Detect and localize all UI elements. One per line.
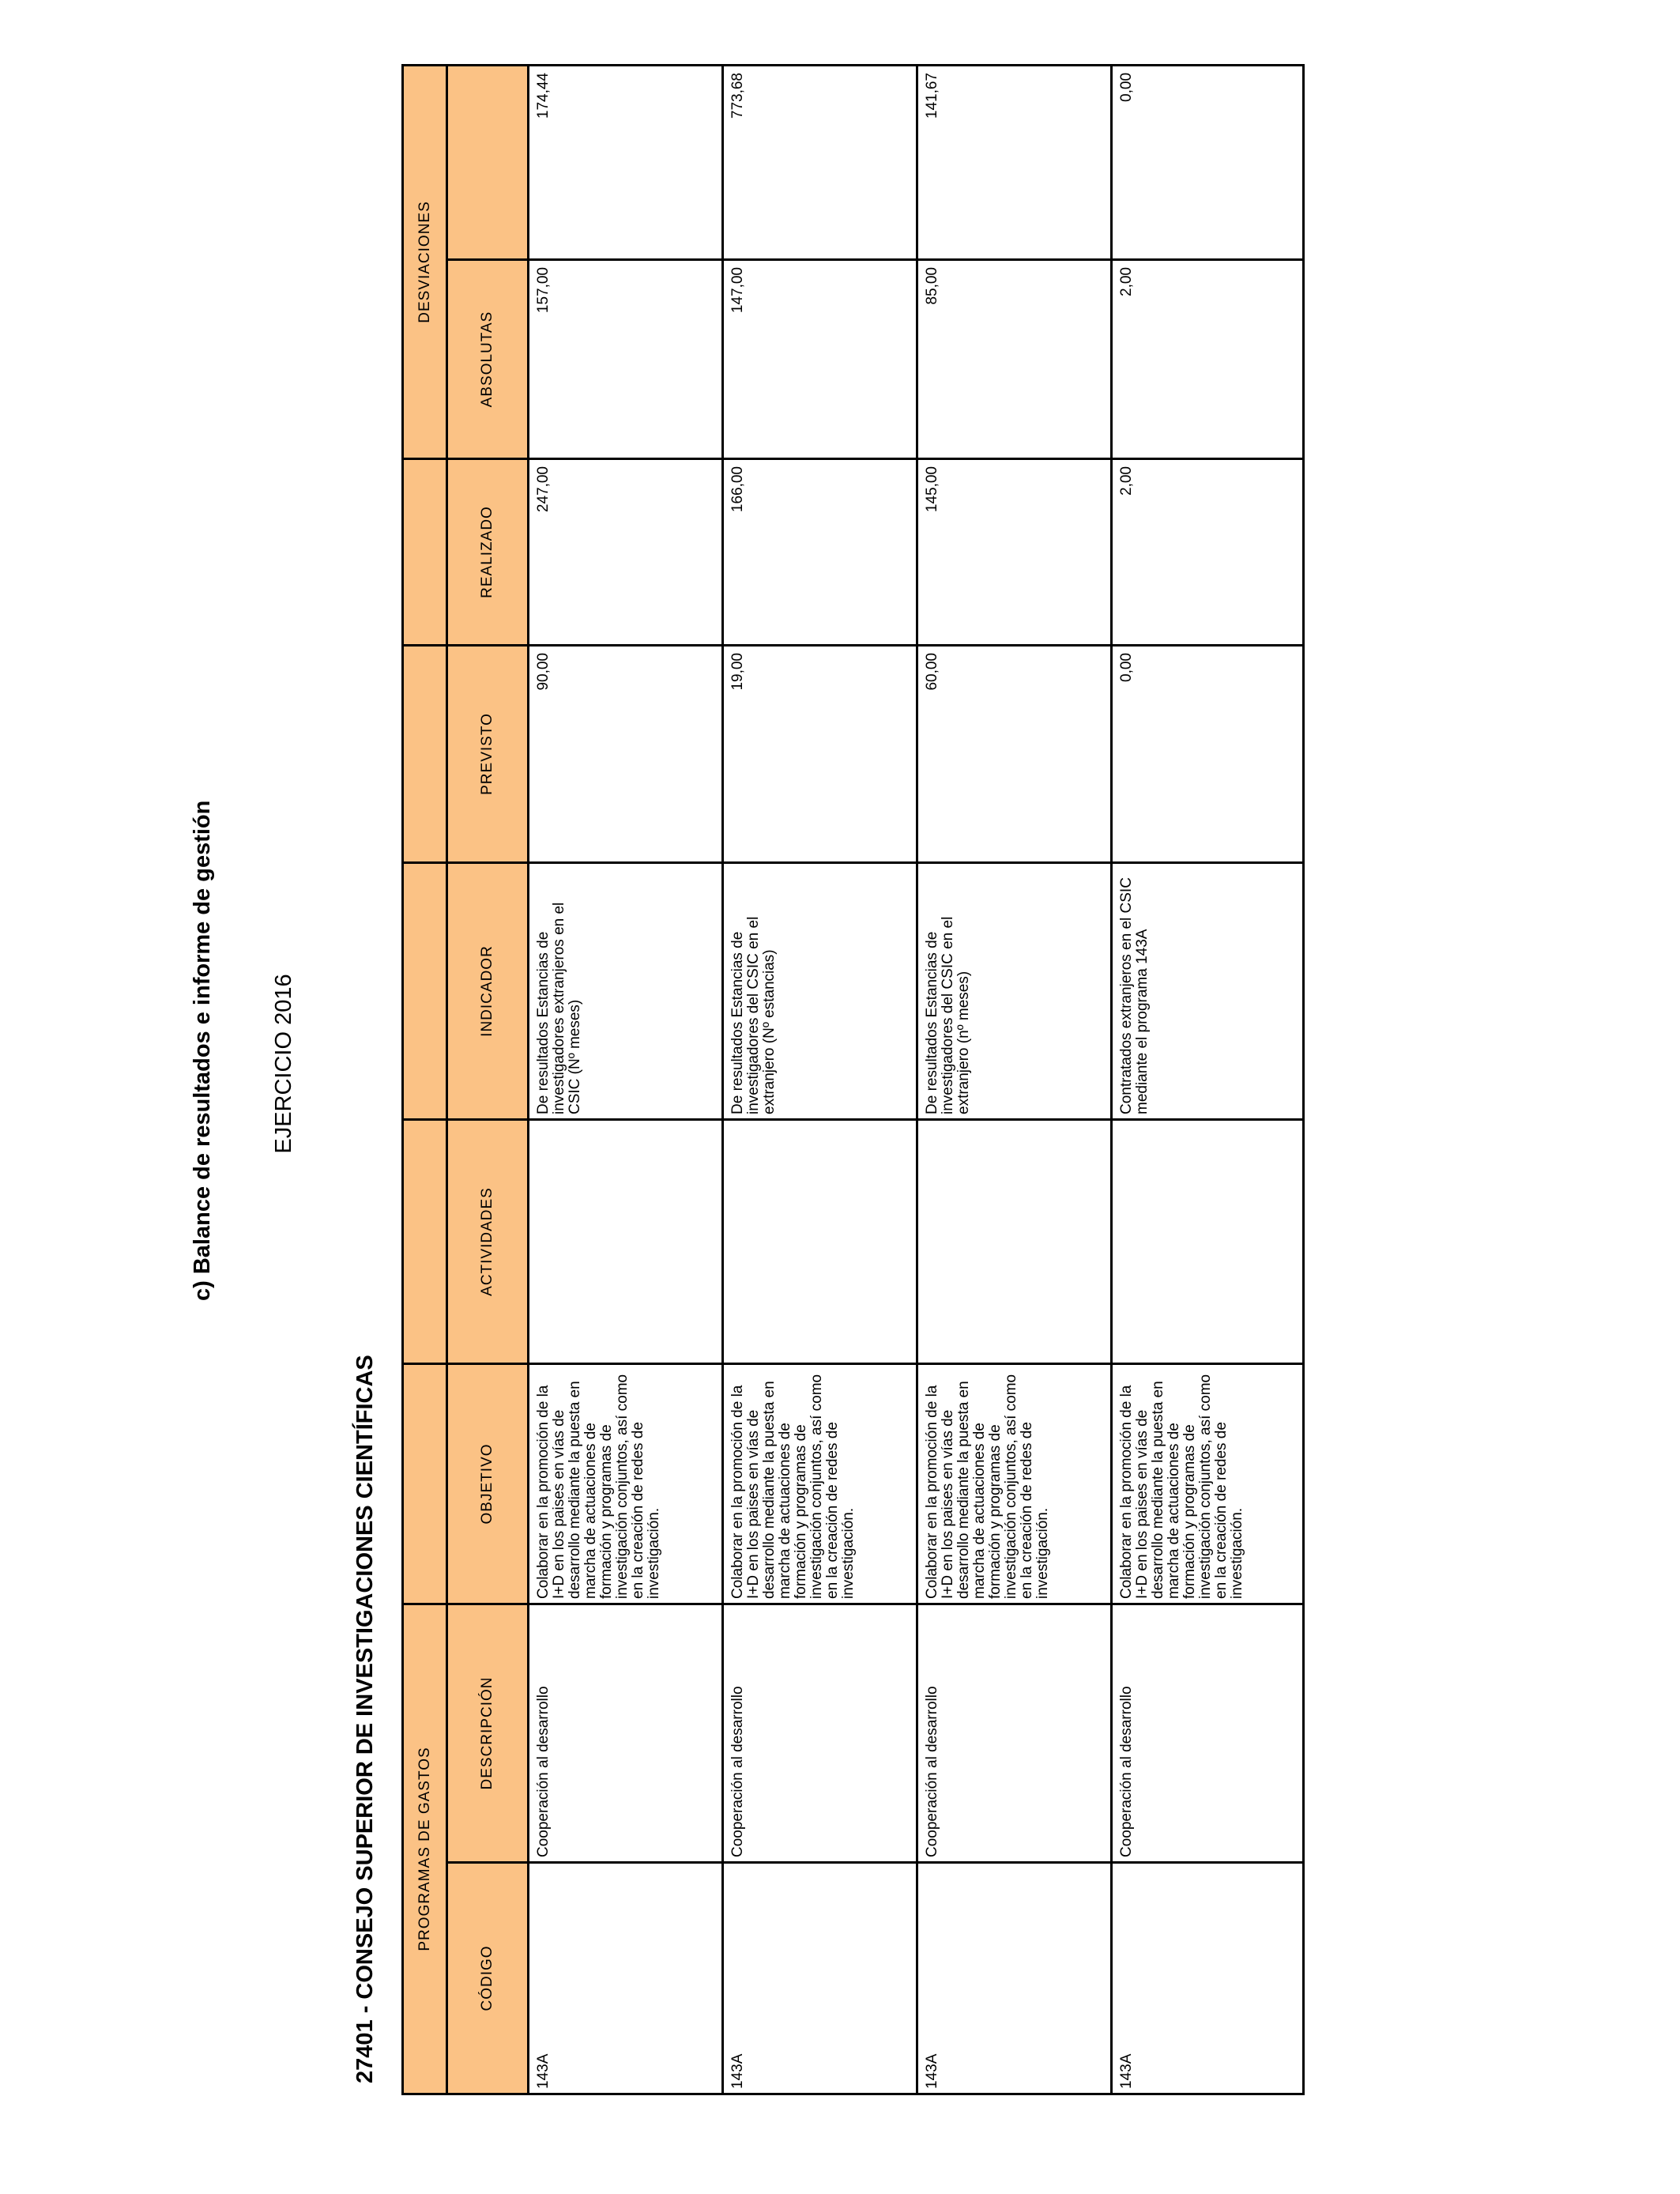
group-header-empty <box>403 646 447 863</box>
group-header-empty <box>403 1364 447 1604</box>
group-header-empty <box>403 863 447 1120</box>
cell-realizado: 166,00 <box>723 459 917 646</box>
cell-actividades <box>529 1120 723 1364</box>
cell-codigo: 143A <box>1112 1863 1304 2094</box>
cell-relativas: 141,67 <box>917 65 1112 259</box>
group-header-row <box>403 65 447 2094</box>
group-header-programas: PROGRAMAS DE GASTOS <box>403 1604 447 2094</box>
cell-actividades <box>1112 1120 1304 1364</box>
table-title: 27401 - CONSEJO SUPERIOR DE INVESTIGACIONES CIENTÍFICAS <box>352 1355 378 2083</box>
cell-codigo: 143A <box>917 1863 1112 2094</box>
table-row <box>723 65 917 2094</box>
cell-relativas: 0,00 <box>1112 65 1304 259</box>
cell-relativas: 174,44 <box>529 65 723 259</box>
cell-realizado: 247,00 <box>529 459 723 646</box>
cell-actividades <box>917 1120 1112 1364</box>
cell-descripcion: Cooperación al desarrollo <box>917 1604 1112 1863</box>
cell-previsto: 0,00 <box>1112 646 1304 863</box>
cell-descripcion: Cooperación al desarrollo <box>1112 1604 1304 1863</box>
column-header-previsto: PREVISTO <box>447 646 529 863</box>
column-header-realizado: REALIZADO <box>447 459 529 646</box>
cell-objetivo: Colaborar en la promoción de la I+D en los paises en vías de desarrollo mediante la puesta en marcha de actuaciones de formación y programas de investigación conjuntos, así como en la creación de redes de investigación. <box>723 1364 917 1604</box>
cell-indicador: Contratados extranjeros en el CSIC mediante el programa 143A <box>1112 863 1304 1120</box>
document-title: c) Balance de resultados e informe de gestión <box>190 800 215 1301</box>
column-header-absolutas: ABSOLUTAS <box>447 260 529 459</box>
column-header-row <box>447 65 529 2094</box>
cell-previsto: 19,00 <box>723 646 917 863</box>
cell-objetivo: Colaborar en la promoción de la I+D en los paises en vías de desarrollo mediante la puesta en marcha de actuaciones de formación y programas de investigación conjuntos, así como en la creación de redes de investigación. <box>529 1364 723 1604</box>
cell-indicador: De resultados Estancias de investigadores extranjeros en el CSIC (Nº meses) <box>529 863 723 1120</box>
column-header-codigo: CÓDIGO <box>447 1863 529 2094</box>
cell-realizado: 2,00 <box>1112 459 1304 646</box>
cell-codigo: 143A <box>529 1863 723 2094</box>
document-subtitle: EJERCICIO 2016 <box>271 974 296 1154</box>
cell-absolutas: 2,00 <box>1112 260 1304 459</box>
cell-descripcion: Cooperación al desarrollo <box>723 1604 917 1863</box>
group-header-desviaciones: DESVIACIONES <box>403 65 447 458</box>
column-header-actividades: ACTIVIDADES <box>447 1120 529 1364</box>
cell-previsto: 60,00 <box>917 646 1112 863</box>
cell-descripcion: Cooperación al desarrollo <box>529 1604 723 1863</box>
column-header-relativas <box>447 65 529 259</box>
cell-actividades <box>723 1120 917 1364</box>
cell-indicador: De resultados Estancias de investigadores del CSIC en el extranjero (nº meses) <box>917 863 1112 1120</box>
group-header-empty <box>403 459 447 646</box>
table-row <box>529 65 723 2094</box>
results-table <box>401 64 1305 2095</box>
cell-indicador: De resultados Estancias de investigadores del CSIC en el extranjero (Nº estancias) <box>723 863 917 1120</box>
table-row <box>917 65 1112 2094</box>
column-header-descripcion: DESCRIPCIÓN <box>447 1604 529 1863</box>
cell-objetivo: Colaborar en la promoción de la I+D en los paises en vías de desarrollo mediante la puesta en marcha de actuaciones de formación y programas de investigación conjuntos, así como en la creación de redes de investigación. <box>1112 1364 1304 1604</box>
table-row <box>1112 65 1304 2094</box>
cell-codigo: 143A <box>723 1863 917 2094</box>
cell-previsto: 90,00 <box>529 646 723 863</box>
cell-objetivo: Colaborar en la promoción de la I+D en los paises en vías de desarrollo mediante la puesta en marcha de actuaciones de formación y programas de investigación conjuntos, así como en la creación de redes de investigación. <box>917 1364 1112 1604</box>
cell-absolutas: 157,00 <box>529 260 723 459</box>
cell-relativas: 773,68 <box>723 65 917 259</box>
column-header-objetivo: OBJETIVO <box>447 1364 529 1604</box>
group-header-empty <box>403 1120 447 1364</box>
cell-absolutas: 85,00 <box>917 260 1112 459</box>
column-header-indicador: INDICADOR <box>447 863 529 1120</box>
cell-realizado: 145,00 <box>917 459 1112 646</box>
cell-absolutas: 147,00 <box>723 260 917 459</box>
